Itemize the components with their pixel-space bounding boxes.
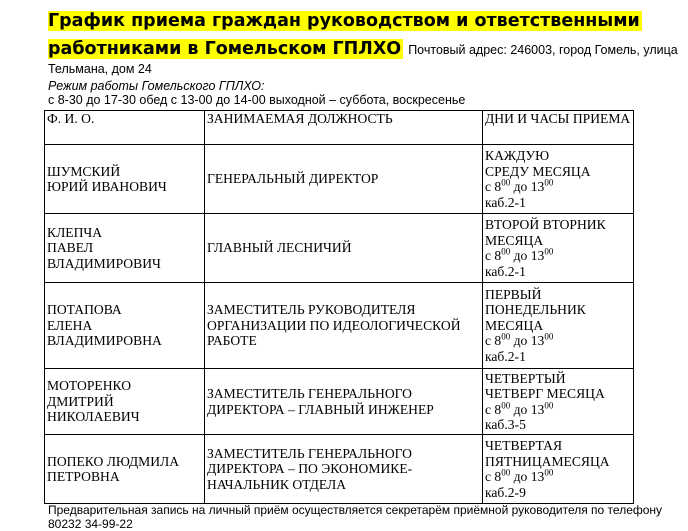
position-line: РАБОТЕ [207,333,257,349]
table-header-row [45,111,634,145]
name-line: ПЕТРОВНА [47,469,120,484]
office-number: каб.2-1 [485,348,526,364]
office-number: каб.2-9 [485,484,526,500]
time-from-minutes: 00 [501,399,511,410]
position-line: ГЕНЕРАЛЬНЫЙ ДИРЕКТОР [207,171,379,187]
reception-time [485,248,631,264]
office-number: каб.2-1 [485,194,526,210]
name-line: КЛЕПЧА [47,224,103,240]
time-from-minutes: 00 [501,177,511,188]
title-highlight-2: работниками в Гомельском ГПЛХО [48,39,402,59]
position-line: ОРГАНИЗАЦИИ ПО ИДЕОЛОГИЧЕСКОЙ [207,317,461,333]
cell-position [205,283,483,369]
name-line: ВЛАДИМИРОВИЧ [47,255,161,271]
position-line: ГЛАВНЫЙ ЛЕСНИЧИЙ [207,240,352,256]
time-to-minutes: 00 [544,331,554,342]
day-line: КАЖДУЮ [485,148,550,163]
time-from-minutes: 00 [501,246,511,257]
time-to: до 13 [510,401,545,417]
cell-full-name [45,145,205,214]
time-to-minutes: 00 [544,246,554,257]
time-to: до 13 [510,179,545,194]
time-to-minutes: 00 [544,399,554,410]
footer-note: Предварительная запись на личный приём осуществляется секретарём приёмной руководителя по телефону 80232 34-99-22 [48,503,663,531]
cell-full-name [45,435,205,504]
cell-days-hours [483,145,634,214]
name-line: ВЛАДИМИРОВНА [47,333,162,349]
time-from: с 8 [485,469,502,484]
office-number: каб.3-5 [485,417,526,432]
time-to-minutes: 00 [544,177,554,188]
table-row [45,283,634,369]
name-line: ПОПЕКО ЛЮДМИЛА [47,453,180,469]
cell-days-hours [483,369,634,435]
name-line: ЮРИЙ ИВАНОВИЧ [47,179,167,194]
day-line: МЕСЯЦА [485,317,544,333]
cell-full-name [45,214,205,283]
time-from-minutes: 00 [501,331,511,342]
cell-position [205,369,483,435]
name-line: ЕЛЕНА [47,317,93,333]
cell-position [205,214,483,283]
day-line: СРЕДУ МЕСЯЦА [485,163,591,179]
postal-address-part1: Почтовый адрес: 246003, город Гомель, улица [408,43,678,57]
day-line: ПОНЕДЕЛЬНИК [485,302,586,318]
cell-position [205,145,483,214]
day-line: ВТОРОЙ ВТОРНИК [485,217,606,232]
name-line: НИКОЛАЕВИЧ [47,409,140,425]
time-from: с 8 [485,401,502,417]
day-line: ЧЕТВЕРТАЯ [485,438,563,453]
day-line: ЧЕТВЕРГ МЕСЯЦА [485,386,605,401]
header-name: Ф. И. О. [45,111,205,145]
title-line-1 [48,8,642,34]
work-mode-heading: Режим работы Гомельского ГПЛХО: [48,79,265,93]
postal-address-part2: Тельмана, дом 24 [48,62,152,76]
table-row [45,214,634,283]
position-line: ДИРЕКТОРА – ПО ЭКОНОМИКЕ- [207,461,413,477]
time-to-minutes: 00 [544,467,554,478]
cell-days-hours [483,435,634,504]
reception-time [485,333,631,349]
time-from: с 8 [485,333,502,349]
office-number: каб.2-1 [485,263,526,279]
position-line: ЗАМЕСТИТЕЛЬ ГЕНЕРАЛЬНОГО [207,445,412,461]
time-from: с 8 [485,248,502,263]
reception-time [485,399,631,418]
cell-days-hours [483,214,634,283]
time-to: до 13 [510,333,545,349]
name-line: ПОТАПОВА [47,302,122,318]
day-line: МЕСЯЦА [485,232,544,248]
reception-schedule-table [44,110,634,504]
position-line: ДИРЕКТОРА – ГЛАВНЫЙ ИНЖЕНЕР [207,401,434,417]
name-line: ДМИТРИЙ [47,393,114,409]
name-line: ШУМСКИЙ [47,163,121,179]
position-line: ЗАМЕСТИТЕЛЬ РУКОВОДИТЕЛЯ [207,302,416,318]
table-row [45,145,634,214]
position-line: ЗАМЕСТИТЕЛЬ ГЕНЕРАЛЬНОГО [207,386,412,401]
day-line: ПЕРВЫЙ [485,286,542,302]
day-line: ЧЕТВЕРТЫЙ [485,370,566,386]
name-line: МОТОРЕНКО [47,378,132,394]
time-from-minutes: 00 [501,467,511,478]
day-line: ПЯТНИЦАМЕСЯЦА [485,453,610,469]
cell-days-hours [483,283,634,369]
title-highlight-1: График приема граждан руководством и ответственными [48,11,640,31]
header-days-hours: ДНИ И ЧАСЫ ПРИЕМА [483,111,634,145]
time-to: до 13 [510,248,545,263]
position-line: НАЧАЛЬНИК ОТДЕЛА [207,476,347,492]
table-row [45,435,634,504]
cell-full-name [45,283,205,369]
time-to: до 13 [510,469,545,484]
cell-position [205,435,483,504]
title-line-2 [48,36,678,63]
time-from: с 8 [485,179,502,194]
work-mode-hours: с 8-30 до 17-30 обед с 13-00 до 14-00 выходной – суббота, воскресенье [48,93,466,107]
cell-full-name [45,369,205,435]
reception-time [485,469,631,485]
reception-time [485,179,631,195]
header-position: ЗАНИМАЕМАЯ ДОЛЖНОСТЬ [205,111,483,145]
name-line: ПАВЕЛ [47,240,94,256]
table-row [45,369,634,435]
